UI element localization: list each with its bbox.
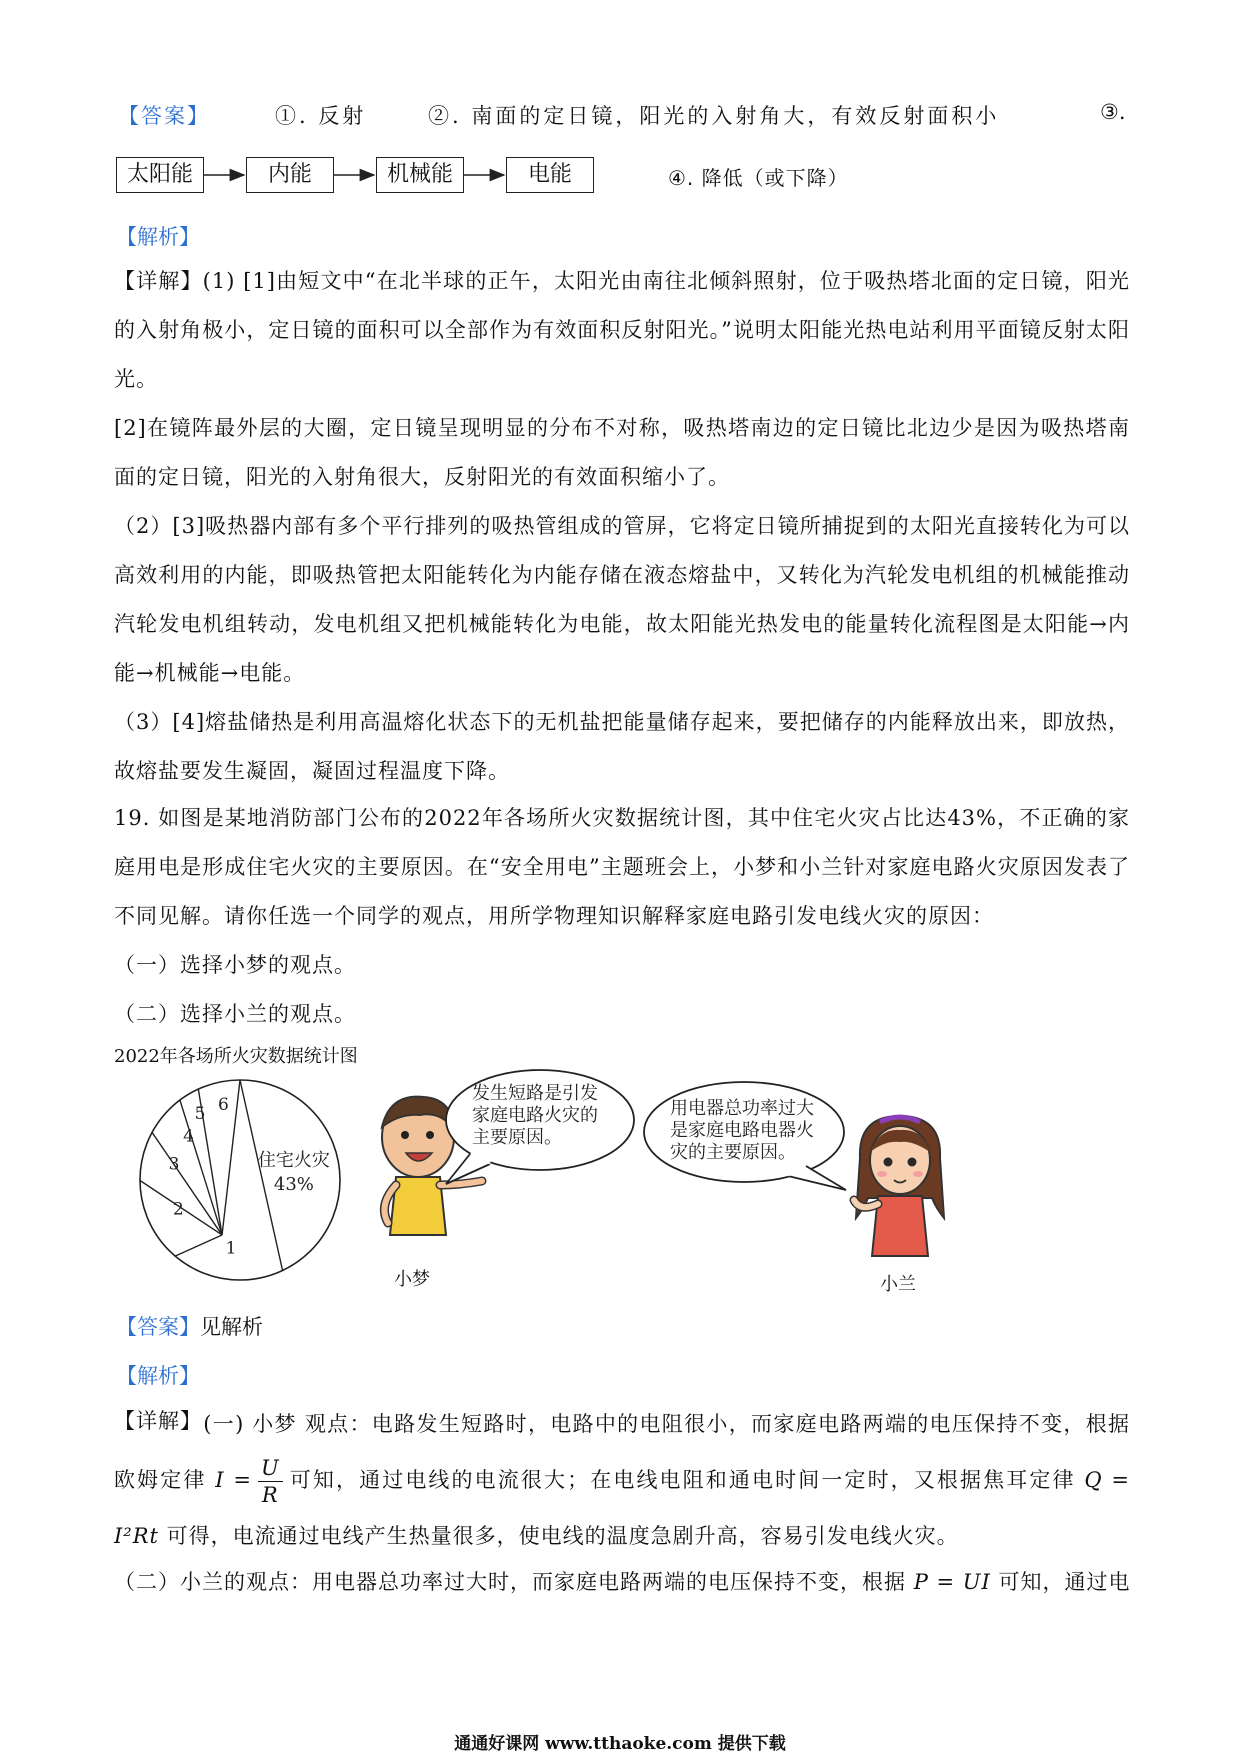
pie-slice-label-5: 5	[194, 1103, 206, 1124]
pie-chart	[120, 1072, 360, 1302]
chart-title: 2022年各场所火灾数据统计图	[114, 1046, 358, 1067]
ohm-law-numerator: U	[258, 1455, 283, 1482]
pie-slice-label-3: 3	[168, 1154, 180, 1175]
girl-bubble-line-3: 灾的主要原因。	[670, 1142, 796, 1163]
answer-item-4: ④. 降低（或下降）	[668, 166, 849, 190]
q19-option-2: （二）选择小兰的观点。	[114, 1002, 356, 1026]
boy-name-label: 小梦	[394, 1269, 430, 1290]
answer-item-1: ①. 反射	[275, 104, 367, 128]
detail-tag-1: 【详解】	[114, 269, 203, 293]
power-equation: P = UI	[913, 1570, 991, 1594]
answer-line-2	[116, 1311, 263, 1341]
ohm-law-fraction	[258, 1455, 283, 1508]
pie-slice-label-6: 6	[217, 1094, 229, 1115]
detail-2-paragraph-1	[114, 1396, 1130, 1564]
detail-1-paragraph-4: （3）[4]熔盐储热是利用高温熔化状态下的无机盐把能量储存起来，要把储存的内能释放出来，即放热，故熔盐要发生凝固，凝固过程温度下降。	[114, 710, 1130, 783]
boy-bubble-line-2: 家庭电路火灾的	[472, 1105, 598, 1126]
detail-2-text-1c: 可得，电流通过电线产生热量很多，使电线的温度急剧升高，容易引发电线火灾。	[166, 1524, 959, 1548]
answer-tag: 【答案】	[118, 104, 210, 128]
detail-1-paragraph-1	[114, 257, 1130, 404]
detail-1-paragraph-2: [2]在镜阵最外层的大圈，定日镜呈现明显的分布不对称，吸热塔南边的定日镜比北边少是因为吸热塔南面的定日镜，阳光的入射角很大，反射阳光的有效面积缩小了。	[114, 416, 1130, 489]
answer-text-2: 见解析	[200, 1315, 263, 1339]
detail-2-text-1a: (一) 小梦 观点：电路发生短路时，电路中的电阻很小，而家庭电路两端的电压保持不变，根据欧姆定律	[114, 1412, 1131, 1492]
girl-bubble-line-1: 用电器总功率过大	[670, 1098, 814, 1119]
detail-2-text-1b: 可知，通过电线的电流很大；在电线电阻和通电时间一定时，又根据焦耳定律	[288, 1468, 1076, 1492]
girl-name-label: 小兰	[880, 1274, 916, 1295]
pie-slice-value-residential: 43%	[273, 1174, 314, 1196]
boy-bubble-line-3: 主要原因。	[472, 1127, 562, 1148]
pie-slice-label-4: 4	[183, 1126, 194, 1147]
boy-bubble-text	[472, 1083, 622, 1149]
flow-box-electric: 电能	[506, 157, 594, 193]
detail-2-paragraph-2	[114, 1558, 1130, 1607]
ohm-law-denominator: R	[261, 1483, 279, 1507]
analysis-tag-1: 【解析】	[116, 225, 200, 249]
ohm-law-lhs: I =	[215, 1468, 252, 1492]
detail-2-text-2b: 可知，通过电	[998, 1570, 1131, 1594]
girl-bubble-text	[670, 1098, 840, 1164]
analysis-tag-2: 【解析】	[116, 1364, 200, 1388]
flow-box-internal: 内能	[246, 157, 334, 193]
answer-tag-2: 【答案】	[116, 1315, 200, 1339]
pie-slice-label-1: 1	[225, 1238, 237, 1259]
q19-option-1: （一）选择小梦的观点。	[114, 953, 356, 977]
detail-1-paragraph-3: （2）[3]吸热器内部有多个平行排列的吸热管组成的管屏，它将定日镜所捕捉到的太阳光直接转化为可以高效利用的内能，即吸热管把太阳能转化为内能存储在液态熔盐中，又转化为汽轮发电机组的机械能推动汽轮发电机组转动，发电机组又把机械能转化为电能，故太阳能光热发电的能量转化流程图是太阳能→内能→机械能→电能。	[114, 514, 1130, 685]
boy-bubble-line-1: 发生短路是引发	[472, 1083, 598, 1104]
flow-box-mechanical: 机械能	[376, 157, 464, 193]
girl-bubble-line-2: 是家庭电路电器火	[670, 1120, 814, 1141]
answer-item-2: ②. 南面的定日镜，阳光的入射角大，有效反射面积小	[428, 104, 1000, 128]
pie-slice-label-residential: 住宅火灾	[257, 1150, 330, 1172]
joule-law-equation: Q = I²Rt	[114, 1468, 1130, 1548]
flow-arrows	[0, 0, 620, 200]
detail-tag-2: 【详解】	[114, 1409, 202, 1433]
girl-xiaolan-illustration	[840, 1108, 960, 1268]
q19-stem: 19. 如图是某地消防部门公布的2022年各场所火灾数据统计图，其中住宅火灾占比达43%，不正确的家庭用电是形成住宅火灾的主要原因。在“安全用电”主题班会上，小梦和小兰针对家庭电路火灾原因发表了不同见解。请你任选一个同学的观点，用所学物理知识解释家庭电路引发电线火灾的原因：	[114, 806, 1130, 928]
detail-2-text-2a: （二）小兰的观点：用电器总功率过大时，而家庭电路两端的电压保持不变，根据	[114, 1570, 906, 1594]
detail-1-text-1: (1) [1]由短文中“在北半球的正午，太阳光由南往北倾斜照射，位于吸热塔北面的定日镜，阳光的入射角极小，定日镜的面积可以全部作为有效面积反射阳光。”说明太阳能光热电站利用平面镜反射太阳光。	[114, 269, 1131, 391]
flow-box-solar: 太阳能	[116, 157, 204, 193]
page-footer: 通通好课网 www.tthaoke.com 提供下载	[454, 1734, 786, 1754]
answer-item-3-mark: ③.	[1100, 100, 1126, 124]
pie-slice-label-2: 2	[172, 1199, 184, 1220]
